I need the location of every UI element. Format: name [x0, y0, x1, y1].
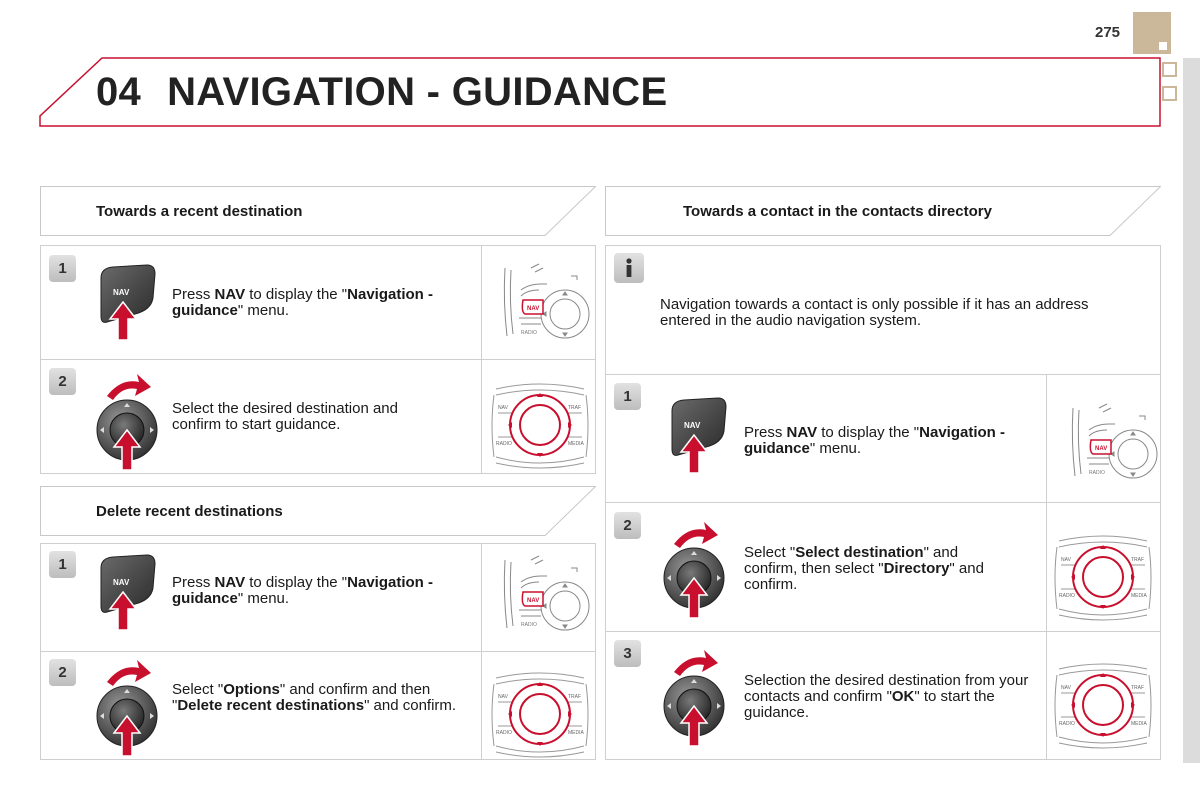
svg-text:MEDIA: MEDIA [1131, 721, 1147, 727]
nav-console-icon [1069, 402, 1159, 489]
section-header-contacts [605, 186, 1161, 236]
svg-text:MEDIA: MEDIA [568, 730, 584, 736]
svg-text:NAV: NAV [1061, 685, 1071, 691]
section-title: Towards a recent destination [96, 203, 303, 220]
steps-panel-contacts [605, 245, 1161, 760]
step-badge: 3 [614, 640, 641, 667]
step-text: Select the desired destination and confirm to start guidance. [172, 400, 398, 433]
step-badge: 1 [49, 551, 76, 578]
svg-text:TRAF: TRAF [1131, 557, 1145, 563]
steps-panel-recent [40, 245, 596, 474]
nav-key-icon [666, 397, 736, 482]
joystick-icon [660, 518, 732, 625]
page-title [96, 70, 667, 115]
step-text: Press NAV to display the "Navigation - guidance" menu. [172, 574, 433, 607]
svg-text:NAV: NAV [527, 306, 540, 312]
step-text: Press NAV to display the "Navigation - guidance" menu. [744, 424, 1005, 457]
info-icon [614, 253, 644, 283]
svg-text:RADIO: RADIO [521, 330, 537, 336]
control-dial-icon [1053, 659, 1153, 756]
joystick-icon [660, 646, 732, 753]
joystick-icon [93, 370, 165, 477]
step-badge: 1 [614, 383, 641, 410]
svg-text:RADIO: RADIO [1059, 593, 1075, 599]
svg-text:MEDIA: MEDIA [1131, 593, 1147, 599]
svg-text:RADIO: RADIO [1059, 721, 1075, 727]
nav-key-icon [95, 264, 165, 349]
step-text: Press NAV to display the "Navigation - guidance" menu. [172, 286, 433, 319]
svg-text:NAV: NAV [113, 288, 130, 297]
nav-console-icon [501, 554, 591, 641]
svg-text:MEDIA: MEDIA [568, 441, 584, 447]
step-badge: 2 [614, 512, 641, 539]
control-dial-icon [490, 668, 590, 765]
control-dial-icon [490, 379, 590, 476]
svg-text:TRAF: TRAF [1131, 685, 1145, 691]
section-header-recent [40, 186, 596, 236]
svg-text:NAV: NAV [113, 578, 130, 587]
joystick-icon [93, 656, 165, 763]
step-badge: 1 [49, 255, 76, 282]
chapter-title: NAVIGATION - GUIDANCE [167, 70, 668, 114]
step-text: Select "Select destination" and confirm, then select "Directory" and confirm. [744, 544, 984, 593]
chapter-number: 04 [96, 70, 142, 114]
svg-text:RADIO: RADIO [496, 441, 512, 447]
svg-text:NAV: NAV [1061, 557, 1071, 563]
steps-panel-delete [40, 543, 596, 760]
step-text: Select "Options" and confirm and then "Delete recent destinations" and confirm. [172, 681, 457, 714]
svg-text:NAV: NAV [498, 405, 508, 411]
svg-text:NAV: NAV [527, 598, 540, 604]
section-header-delete [40, 486, 596, 536]
svg-text:RADIO: RADIO [496, 730, 512, 736]
svg-text:NAV: NAV [498, 694, 508, 700]
svg-text:NAV: NAV [1095, 446, 1108, 452]
step-badge: 2 [49, 659, 76, 686]
control-dial-icon [1053, 531, 1153, 628]
side-bar [1183, 58, 1200, 763]
step-badge: 2 [49, 368, 76, 395]
svg-text:RADIO: RADIO [521, 622, 537, 628]
section-title: Delete recent destinations [96, 503, 283, 520]
step-text: Selection the desired destination from your contacts and confirm "OK" to start the guidance. [744, 672, 1029, 721]
nav-console-icon [501, 262, 591, 349]
page-number: 275 [1095, 24, 1121, 41]
info-text: Navigation towards a contact is only possible if it has an address entered in the audio navigation system. [660, 296, 1089, 329]
svg-text:TRAF: TRAF [568, 694, 582, 700]
svg-text:TRAF: TRAF [568, 405, 582, 411]
svg-text:NAV: NAV [684, 421, 701, 430]
nav-key-icon [95, 554, 165, 639]
section-title: Towards a contact in the contacts directory [683, 203, 992, 220]
svg-text:RADIO: RADIO [1089, 470, 1105, 476]
